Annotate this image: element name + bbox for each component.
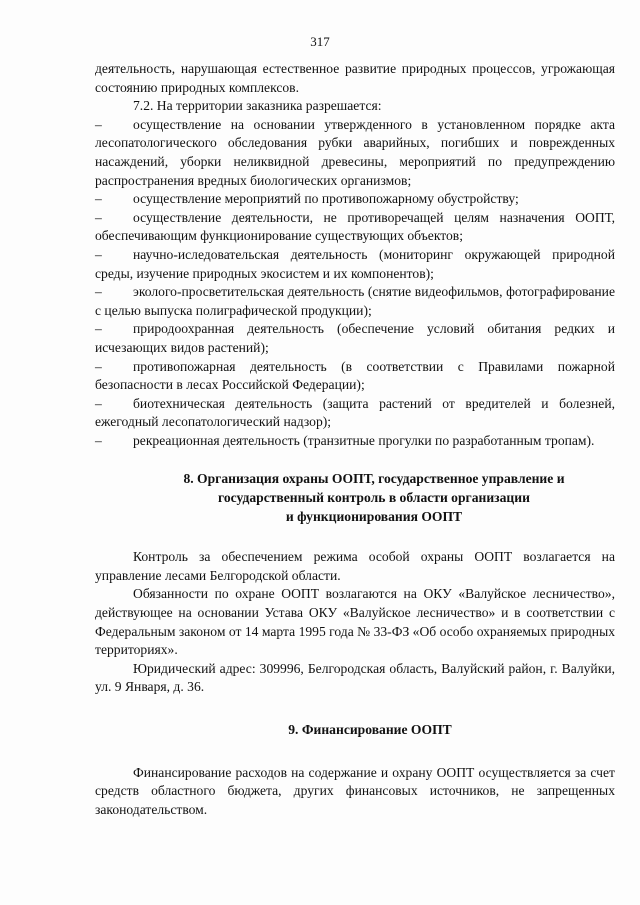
list-dash: –: [95, 191, 102, 207]
list-item-text: научно-иследовательская деятельность (мониторинг окружающей природной среды, изучение природных экосистем и их компонентов);: [95, 246, 615, 281]
list-dash: –: [95, 246, 102, 262]
list-item: [95, 395, 615, 432]
section-8-legal-address: Юридический адрес: 309996, Белгородская область, Валуйский район, г. Валуйки, ул. 9 Января, д. 36.: [95, 660, 615, 695]
list-item-text: эколого-просветительская деятельность (снятие видеофильмов, фотографирование с целью выпуска полиграфической продукции);: [95, 284, 615, 318]
list-item-text: осуществление на основании утвержденного в установленном порядке акта лесопатологического обследования рубки аварийных, погибших и поврежденных насаждений, уборки неликвидной древесины, мероприятий по предупреждению распространения вредных биологических организмов;: [95, 116, 615, 188]
list-item: [95, 320, 615, 357]
list-item: [95, 432, 615, 451]
list-item-text: рекреационная деятельность (транзитные прогулки по разработанным тропам).: [133, 432, 595, 448]
list-item: [95, 116, 615, 190]
list-item-text: биотехническая деятельность (защита растений от вредителей и болезней, ежегодный лесопатологический надзор);: [95, 395, 615, 430]
list-dash: –: [95, 321, 102, 337]
list-dash: –: [95, 395, 102, 411]
list-dash: –: [95, 209, 102, 225]
list-dash: –: [95, 284, 102, 300]
list-item-text: осуществление мероприятий по противопожарному обустройству;: [133, 191, 519, 207]
document-body: [95, 60, 615, 819]
list-item: [95, 190, 615, 209]
list-item-text: противопожарная деятельность (в соответствии с Правилами пожарной безопасности в лесах Российской Федерации);: [95, 358, 615, 393]
section-9-heading: 9. Финансирование ООПТ: [288, 722, 452, 737]
section-8-heading-line3: и функционирования ООПТ: [285, 508, 463, 524]
list-item: [95, 246, 615, 283]
list-item: [95, 283, 615, 320]
list-dash: –: [95, 432, 102, 448]
list-dash: –: [95, 116, 102, 132]
section-8-heading-line1: 8. Организация охраны ООПТ, государственное управление и: [183, 471, 565, 487]
list-dash: –: [95, 358, 102, 374]
list-item: [95, 209, 615, 246]
page-number: 317: [310, 34, 330, 49]
section-7-2-title: 7.2. На территории заказника разрешается:: [133, 98, 382, 114]
intro-continuation: деятельность, нарушающая естественное развитие природных процессов, угрожающая состоянию природных комплексов.: [95, 61, 615, 95]
section-9-paragraph-financing: Финансирование расходов на содержание и охрану ООПТ осуществляется за счет средств областного бюджета, других финансовых источников, не запрещенных законодательством.: [95, 764, 615, 817]
section-8-paragraph-duties: Обязанности по охране ООПТ возлагаются на ОКУ «Валуйское лесничество», действующее на основании Устава ОКУ «Валуйское лесничество» и в соответствии с Федеральным законом от 14 марта 1995 года № 33-ФЗ «Об особо охраняемых природных территориях».: [95, 586, 615, 658]
section-8-heading-line2: государственный контроль в области организации: [218, 490, 530, 506]
list-item-text: осуществление деятельности, не противоречащей целям назначения ООПТ, обеспечивающим функционирование существующих объектов;: [95, 209, 615, 244]
section-8-heading: [95, 470, 615, 526]
section-8-paragraph-control: Контроль за обеспечением режима особой охраны ООПТ возлагается на управление лесами Белгородской области.: [95, 549, 615, 583]
list-item-text: природоохранная деятельность (обеспечение условий обитания редких и исчезающих видов растений);: [95, 321, 615, 355]
list-item: [95, 358, 615, 395]
allowed-activities-list: [95, 116, 615, 451]
